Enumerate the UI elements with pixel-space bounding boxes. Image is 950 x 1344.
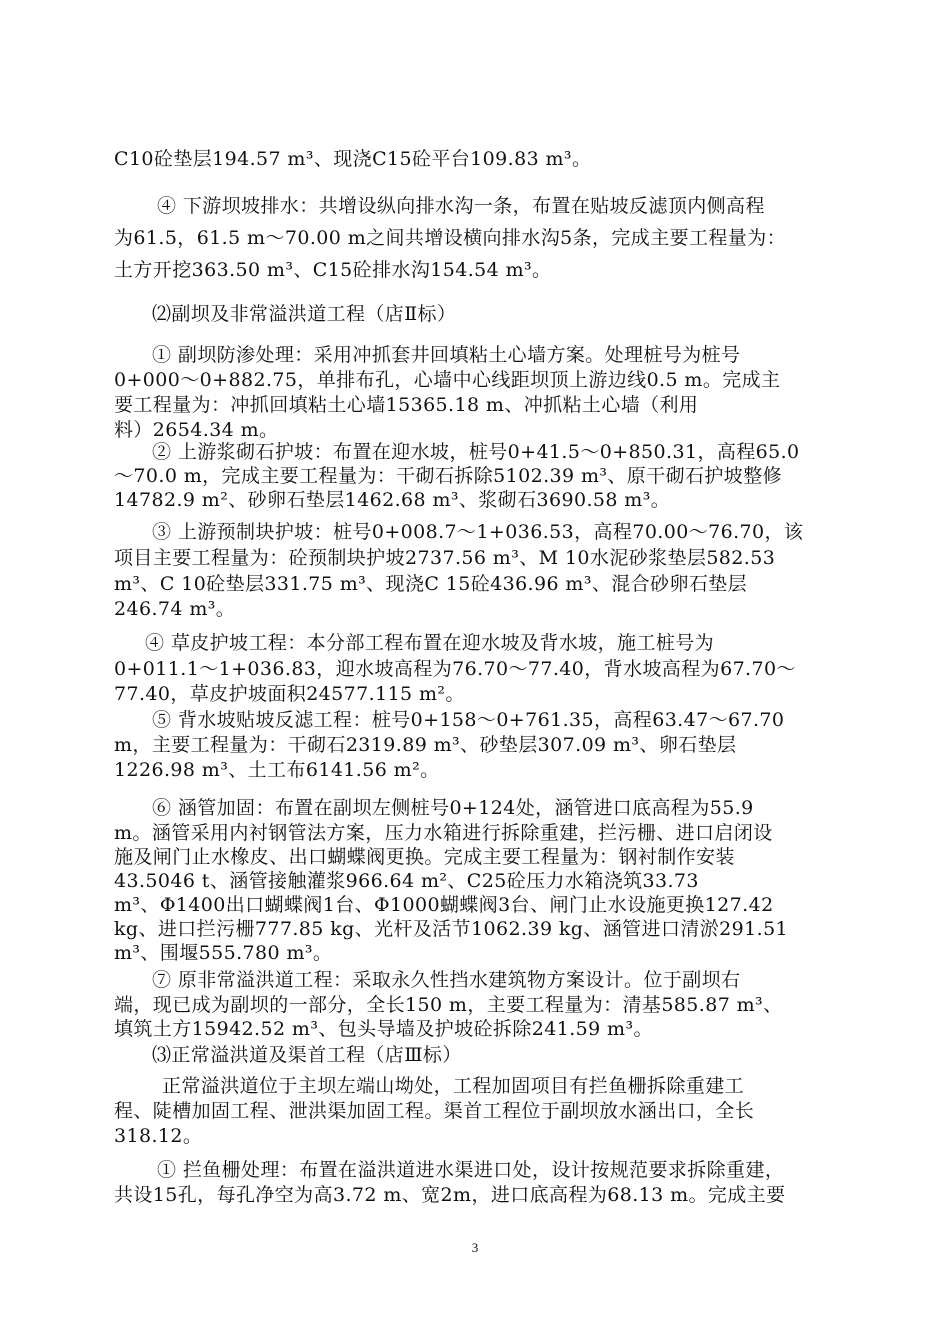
- text-line: 料）2654.34 m。: [114, 419, 279, 441]
- text-line: 14782.9 m²、砂卵石垫层1462.68 m³、浆砌石3690.58 m³。: [114, 489, 671, 511]
- text-line: 正常溢洪道位于主坝左端山坳处，工程加固项目有拦鱼栅拆除重建工: [162, 1075, 745, 1097]
- text-line: ⑤ 背水坡贴坡反滤工程：桩号0+158～0+761.35，高程63.47～67.70: [152, 709, 785, 731]
- text-line: ① 副坝防渗处理：采用冲抓套井回填粘土心墙方案。处理桩号为桩号: [152, 344, 741, 366]
- text-line: kg、进口拦污栅777.85 kg、光杆及活节1062.39 kg、涵管进口清淤291.51: [114, 918, 789, 940]
- text-line: 程、陡槽加固工程、泄洪渠加固工程。渠首工程位于副坝放水涵出口，全长: [114, 1100, 755, 1122]
- page-number: 3: [471, 1240, 479, 1255]
- text-line: ① 拦鱼栅处理：布置在溢洪道进水渠进口处，设计按规范要求拆除重建，: [157, 1159, 785, 1181]
- text-line: C10砼垫层194.57 m³、现浇C15砼平台109.83 m³。: [114, 148, 592, 170]
- text-line: 318.12。: [114, 1125, 203, 1147]
- text-line: 为61.5，61.5 m～70.00 m之间共增设横向排水沟5条，完成主要工程量为：: [114, 227, 787, 249]
- text-line: 共设15孔，每孔净空为高3.72 m、宽2m，进口底高程为68.13 m。完成主要: [114, 1184, 786, 1206]
- text-line: 填筑土方15942.52 m³、包头导墙及护坡砼拆除241.59 m³。: [114, 1018, 653, 1040]
- text-line: ④ 草皮护坡工程：本分部工程布置在迎水坡及背水坡，施工桩号为: [145, 632, 715, 654]
- section-heading: ⑶正常溢洪道及渠首工程（店Ⅲ标）: [152, 1044, 462, 1066]
- text-line: 77.40，草皮护坡面积24577.115 m²。: [114, 683, 465, 705]
- text-line: m³、围堰555.780 m³。: [114, 942, 333, 964]
- text-line: 0+011.1～1+036.83，迎水坡高程为76.70～77.40，背水坡高程为67.70～: [114, 658, 796, 680]
- text-line: ② 上游浆砌石护坡：布置在迎水坡，桩号0+41.5～0+850.31，高程65.0: [152, 441, 800, 463]
- text-line: m³、Φ1400出口蝴蝶阀1台、Φ1000蝴蝶阀3台、闸门止水设施更换127.42: [114, 894, 774, 916]
- text-line: m，主要工程量为：干砌石2319.89 m³、砂垫层307.09 m³、卵石垫层: [114, 734, 737, 756]
- text-line: ④ 下游坝坡排水：共增设纵向排水沟一条，布置在贴坡反滤顶内侧高程: [157, 195, 765, 217]
- text-line: 端，现已成为副坝的一部分，全长150 m，主要工程量为：清基585.87 m³、: [114, 994, 783, 1016]
- text-line: 0+000～0+882.75，单排布孔，心墙中心线距坝顶上游边线0.5 m。完成主: [114, 369, 781, 391]
- text-line: 项目主要工程量为：砼预制块护坡2737.56 m³、M 10水泥砂浆垫层582.53: [114, 547, 776, 569]
- text-line: 要工程量为：冲抓回填粘土心墙15365.18 m、冲抓粘土心墙（利用: [114, 394, 699, 416]
- text-line: m。涵管采用内衬钢管法方案，压力水箱进行拆除重建，拦污栅、进口启闭设: [114, 822, 773, 844]
- text-line: 土方开挖363.50 m³、C15砼排水沟154.54 m³。: [114, 259, 552, 281]
- text-line: 施及闸门止水橡皮、出口蝴蝶阀更换。完成主要工程量为：钢衬制作安装: [114, 846, 735, 868]
- text-line: ⑥ 涵管加固：布置在副坝左侧桩号0+124处，涵管进口底高程为55.9: [152, 797, 754, 819]
- text-line: 1226.98 m³、土工布6141.56 m²。: [114, 759, 440, 781]
- text-line: ③ 上游预制块护坡：桩号0+008.7～1+036.53，高程70.00～76.70，该: [152, 521, 804, 543]
- text-line: ～70.0 m，完成主要工程量为：干砌石拆除5102.39 m³、原干砌石护坡整修: [114, 465, 783, 487]
- text-line: 43.5046 t、涵管接触灌浆966.64 m²、C25砼压力水箱浇筑33.73: [114, 870, 699, 892]
- text-line: m³、C 10砼垫层331.75 m³、现浇C 15砼436.96 m³、混合砂卵石垫层: [114, 573, 748, 595]
- section-heading: ⑵副坝及非常溢洪道工程（店Ⅱ标）: [152, 303, 457, 325]
- text-line: ⑦ 原非常溢洪道工程：采取永久性挡水建筑物方案设计。位于副坝右: [152, 969, 741, 991]
- text-line: 246.74 m³。: [114, 598, 236, 620]
